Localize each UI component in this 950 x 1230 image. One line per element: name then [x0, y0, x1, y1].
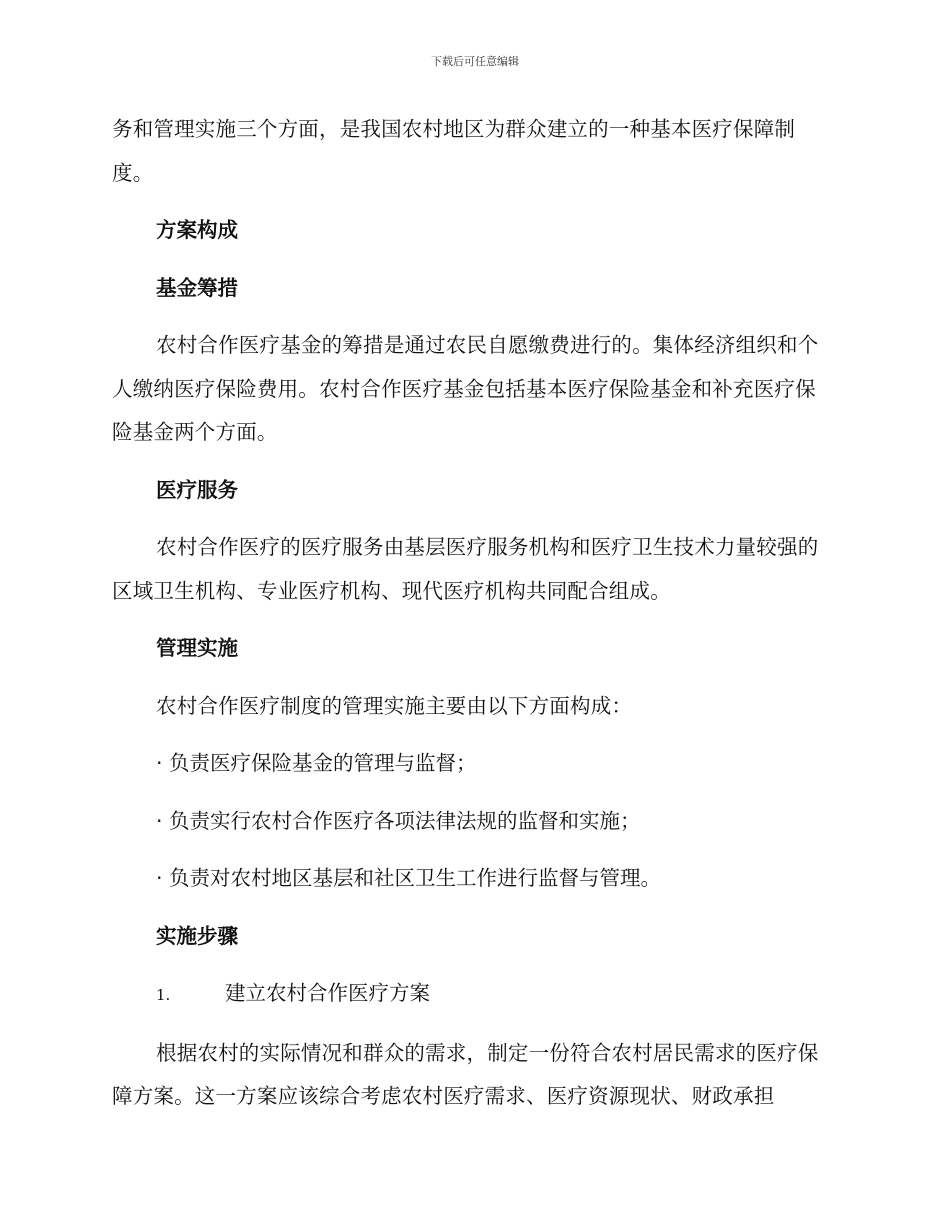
paragraph-fund-raising: 农村合作医疗基金的筹措是通过农民自愿缴费进行的。集体经济组织和个人缴纳医疗保险费用。农村合作医疗基金包括基本医疗保险基金和补充医疗保险基金两个方面。 [112, 333, 819, 444]
paragraph-management: 农村合作医疗制度的管理实施主要由以下方面构成： [156, 693, 633, 718]
heading-medical-services: 医疗服务 [156, 477, 238, 502]
list-item-text: 建立农村合作医疗方案 [225, 981, 430, 1005]
bullet-item: · 负责医疗保险基金的管理与监督； [156, 751, 477, 775]
numbered-item-step-1 [112, 972, 832, 1018]
paragraph-step-1: 根据农村的实际情况和群众的需求，制定一份符合农村居民需求的医疗保障方案。这一方案应该综合考虑农村医疗需求、医疗资源现状、财政承担 [112, 1040, 819, 1108]
list-number: 1. [156, 986, 171, 1004]
document-body [112, 108, 832, 1133]
bullet-item: · 负责对农村地区基层和社区卫生工作进行监督与管理。 [156, 866, 662, 890]
heading-implementation-steps: 实施步骤 [156, 923, 238, 948]
bullet-item: · 负责实行农村合作医疗各项法律法规的监督和实施； [156, 808, 641, 833]
heading-management: 管理实施 [156, 636, 238, 660]
page-header: 下载后可任意编辑 [431, 55, 519, 68]
paragraph-medical-services: 农村合作医疗的医疗服务由基层医疗服务机构和医疗卫生技术力量较强的区域卫生机构、专业医疗机构、现代医疗机构共同配合组成。 [112, 535, 819, 603]
heading-plan-composition: 方案构成 [156, 218, 238, 242]
paragraph-continued: 务和管理实施三个方面，是我国农村地区为群众建立的一种基本医疗保障制度。 [112, 117, 796, 185]
heading-fund-raising: 基金筹措 [156, 275, 238, 300]
